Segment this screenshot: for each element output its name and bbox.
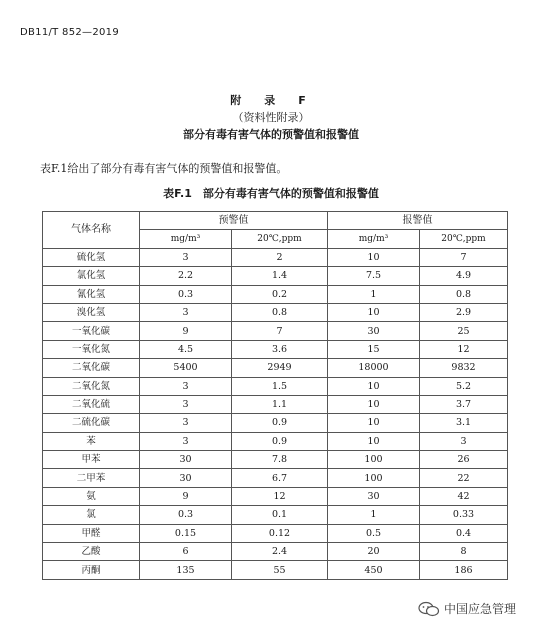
table-row (43, 303, 508, 321)
table-row (43, 506, 508, 524)
cell-gas-name: 一氧化碳 (43, 322, 140, 340)
appendix-label: 附 录 F (230, 94, 312, 107)
cell-warning-mg: 3 (140, 248, 232, 266)
cell-warning-ppm: 55 (232, 561, 328, 579)
header-warning-unit-mg: mg/m³ (140, 230, 232, 248)
cell-warning-ppm: 2949 (232, 359, 328, 377)
cell-alarm-mg: 1 (328, 506, 420, 524)
table-row (43, 340, 508, 358)
cell-alarm-mg: 10 (328, 395, 420, 413)
cell-gas-name: 一氧化氮 (43, 340, 140, 358)
cell-gas-name: 氨 (43, 487, 140, 505)
cell-alarm-ppm: 7 (420, 248, 508, 266)
cell-alarm-mg: 100 (328, 469, 420, 487)
cell-alarm-mg: 1 (328, 285, 420, 303)
cell-warning-mg: 0.15 (140, 524, 232, 542)
gas-threshold-table (42, 211, 508, 580)
cell-alarm-mg: 30 (328, 487, 420, 505)
header-gas-name: 气体名称 (43, 212, 140, 249)
appendix-type: （资料性附录） (232, 111, 310, 124)
cell-warning-ppm: 0.2 (232, 285, 328, 303)
table-row (43, 451, 508, 469)
header-alarm-value: 报警值 (328, 212, 508, 230)
cell-alarm-mg: 20 (328, 543, 420, 561)
cell-warning-mg: 4.5 (140, 340, 232, 358)
header-warning-unit-ppm: 20℃,ppm (232, 230, 328, 248)
cell-alarm-mg: 450 (328, 561, 420, 579)
cell-warning-ppm: 7 (232, 322, 328, 340)
cell-gas-name: 二硫化碳 (43, 414, 140, 432)
cell-alarm-ppm: 0.8 (420, 285, 508, 303)
cell-gas-name: 苯 (43, 432, 140, 450)
cell-alarm-ppm: 3.7 (420, 395, 508, 413)
cell-warning-mg: 3 (140, 395, 232, 413)
table-row (43, 377, 508, 395)
cell-warning-mg: 3 (140, 377, 232, 395)
table-row (43, 432, 508, 450)
cell-gas-name: 氯化氢 (43, 267, 140, 285)
cell-warning-ppm: 0.9 (232, 414, 328, 432)
cell-gas-name: 甲醛 (43, 524, 140, 542)
cell-warning-ppm: 0.1 (232, 506, 328, 524)
cell-alarm-ppm: 186 (420, 561, 508, 579)
watermark (418, 600, 516, 617)
cell-gas-name: 乙酸 (43, 543, 140, 561)
cell-alarm-mg: 100 (328, 451, 420, 469)
cell-gas-name: 溴化氢 (43, 303, 140, 321)
cell-warning-mg: 3 (140, 432, 232, 450)
cell-alarm-mg: 10 (328, 414, 420, 432)
cell-warning-mg: 6 (140, 543, 232, 561)
table-row (43, 395, 508, 413)
cell-gas-name: 二氧化氮 (43, 377, 140, 395)
cell-warning-mg: 5400 (140, 359, 232, 377)
cell-gas-name: 丙酮 (43, 561, 140, 579)
header-warning-value: 预警值 (140, 212, 328, 230)
header-alarm-unit-mg: mg/m³ (328, 230, 420, 248)
cell-warning-ppm: 12 (232, 487, 328, 505)
cell-alarm-mg: 18000 (328, 359, 420, 377)
cell-warning-mg: 3 (140, 303, 232, 321)
cell-warning-ppm: 0.12 (232, 524, 328, 542)
table-row (43, 359, 508, 377)
cell-alarm-mg: 10 (328, 432, 420, 450)
cell-warning-ppm: 2 (232, 248, 328, 266)
cell-warning-mg: 30 (140, 469, 232, 487)
document-code: DB11/T 852—2019 (20, 27, 119, 38)
cell-alarm-ppm: 3.1 (420, 414, 508, 432)
cell-warning-mg: 9 (140, 487, 232, 505)
table-row (43, 561, 508, 579)
cell-alarm-ppm: 2.9 (420, 303, 508, 321)
cell-alarm-mg: 0.5 (328, 524, 420, 542)
cell-gas-name: 氰化氢 (43, 285, 140, 303)
cell-gas-name: 氯 (43, 506, 140, 524)
cell-warning-ppm: 1.5 (232, 377, 328, 395)
cell-alarm-mg: 10 (328, 303, 420, 321)
table-row (43, 267, 508, 285)
cell-warning-ppm: 3.6 (232, 340, 328, 358)
cell-warning-mg: 3 (140, 414, 232, 432)
table-caption: 表F.1 部分有毒有害气体的预警值和报警值 (163, 187, 379, 200)
cell-warning-mg: 2.2 (140, 267, 232, 285)
cell-alarm-mg: 10 (328, 248, 420, 266)
table-row (43, 414, 508, 432)
cell-alarm-ppm: 9832 (420, 359, 508, 377)
table-row (43, 543, 508, 561)
cell-warning-ppm: 7.8 (232, 451, 328, 469)
cell-alarm-mg: 15 (328, 340, 420, 358)
table-row (43, 469, 508, 487)
table-row (43, 285, 508, 303)
cell-alarm-ppm: 22 (420, 469, 508, 487)
intro-paragraph: 表F.1给出了部分有毒有害气体的预警值和报警值。 (40, 162, 288, 175)
cell-warning-ppm: 6.7 (232, 469, 328, 487)
cell-warning-ppm: 2.4 (232, 543, 328, 561)
cell-warning-ppm: 1.4 (232, 267, 328, 285)
cell-gas-name: 二甲苯 (43, 469, 140, 487)
cell-alarm-ppm: 12 (420, 340, 508, 358)
appendix-title: 部分有毒有害气体的预警值和报警值 (183, 128, 359, 141)
cell-alarm-ppm: 25 (420, 322, 508, 340)
table-header-row (43, 212, 508, 230)
cell-gas-name: 二氧化硫 (43, 395, 140, 413)
cell-alarm-mg: 10 (328, 377, 420, 395)
cell-warning-mg: 9 (140, 322, 232, 340)
table-row (43, 487, 508, 505)
cell-warning-mg: 30 (140, 451, 232, 469)
cell-alarm-mg: 7.5 (328, 267, 420, 285)
cell-warning-ppm: 1.1 (232, 395, 328, 413)
table-row (43, 524, 508, 542)
cell-warning-mg: 135 (140, 561, 232, 579)
wechat-icon (418, 601, 440, 617)
cell-gas-name: 甲苯 (43, 451, 140, 469)
cell-warning-mg: 0.3 (140, 506, 232, 524)
cell-alarm-ppm: 5.2 (420, 377, 508, 395)
cell-alarm-ppm: 4.9 (420, 267, 508, 285)
table-row (43, 248, 508, 266)
cell-alarm-mg: 30 (328, 322, 420, 340)
cell-alarm-ppm: 0.4 (420, 524, 508, 542)
cell-alarm-ppm: 0.33 (420, 506, 508, 524)
cell-gas-name: 硫化氢 (43, 248, 140, 266)
cell-alarm-ppm: 8 (420, 543, 508, 561)
cell-alarm-ppm: 3 (420, 432, 508, 450)
header-alarm-unit-ppm: 20℃,ppm (420, 230, 508, 248)
cell-alarm-ppm: 42 (420, 487, 508, 505)
cell-gas-name: 二氧化碳 (43, 359, 140, 377)
watermark-text: 中国应急管理 (444, 602, 517, 616)
table-row (43, 322, 508, 340)
cell-warning-mg: 0.3 (140, 285, 232, 303)
cell-warning-ppm: 0.9 (232, 432, 328, 450)
cell-warning-ppm: 0.8 (232, 303, 328, 321)
cell-alarm-ppm: 26 (420, 451, 508, 469)
